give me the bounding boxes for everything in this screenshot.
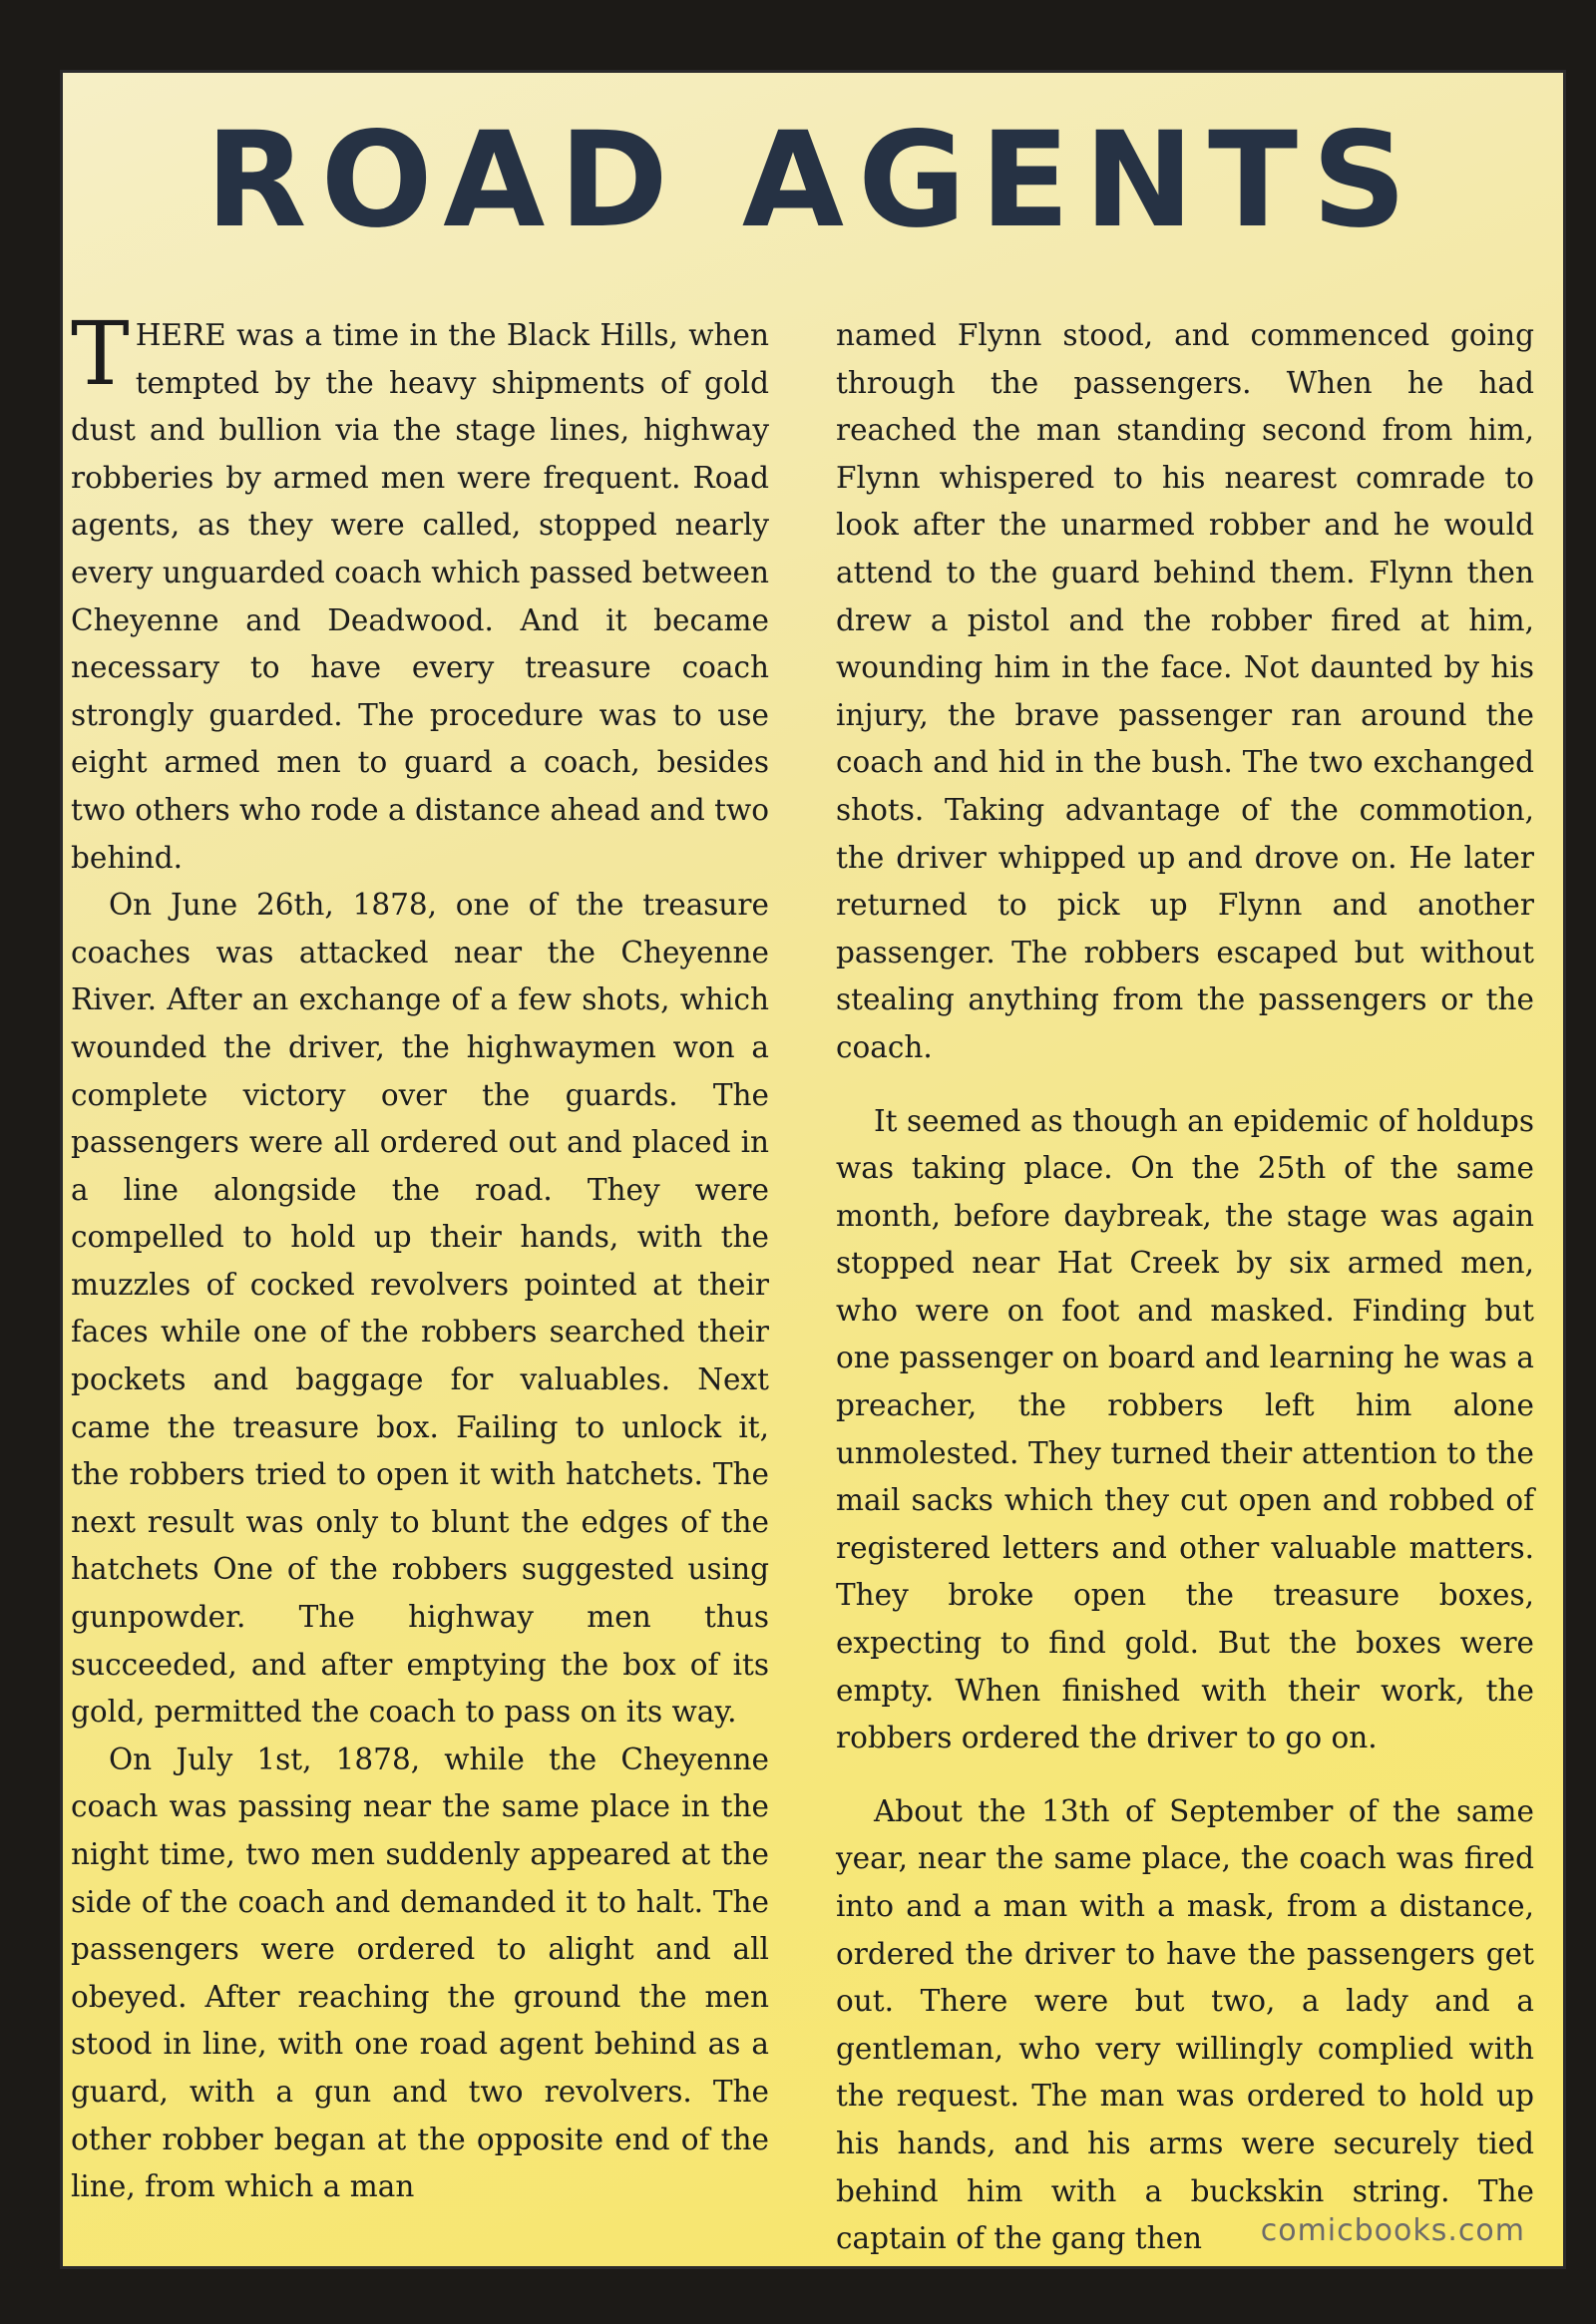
comic-text-page xyxy=(60,70,1566,2269)
article-title: ROAD AGENTS xyxy=(204,104,1421,257)
right-column xyxy=(836,312,1534,2263)
site-watermark: comicbooks.com xyxy=(1260,2213,1525,2248)
paragraph-1-text: HERE was a time in the Black Hills, when tempted by the heavy shipments of gold dust and bullion via the stage lines, highway robberies by armed men were frequent. Road agents, as they were called, stopped nearly every unguarded coach which passed between Cheyenne and Deadwood. And it became necessary to have every treasure coach strongly guarded. The procedure was to use eight armed men to guard a coach, besides two others who rode a distance ahead and two behind. xyxy=(71,318,769,875)
paragraph-3: On July 1st, 1878, while the Cheyenne coach was passing near the same place in the night time, two men suddenly appeared at the side of the coach and demanded it to halt. The passengers were ordered to alight and all obeyed. After reaching the ground the men stood in line, with one road agent behind as a guard, with a gun and two revolvers. The other robber began at the opposite end of the line, from which a man xyxy=(71,1742,769,2204)
paragraph-5: It seemed as though an epidemic of holdups was taking place. On the 25th of the same month, before daybreak, the stage was again stopped near Hat Creek by six armed men, who were on foot and masked. Finding but one passenger on board and learning he was a preacher, the robbers left him alone unmolested. They turned their attention to the mail sacks which they cut open and robbed of registered letters and other valuable matters. They broke open the treasure boxes, expecting to find gold. But the boxes were empty. When finished with their work, the robbers ordered the driver to go on. xyxy=(836,1103,1534,1755)
left-column xyxy=(71,302,769,2211)
paragraph-1 xyxy=(71,302,769,882)
paragraph-4: named Flynn stood, and commenced going through the passengers. When he had reached the man standing second from him, Flynn whispered to his nearest comrade to look after the unarmed robber and he would attend to the guard behind them. Flynn then drew a pistol and the robber fired at him, wounding him in the face. Not daunted by his injury, the brave passenger ran around the coach and hid in the bush. The two exchanged shots. Taking advantage of the commotion, the driver whipped up and drove on. He later returned to pick up Flynn and another passenger. The robbers escaped but without stealing anything from the passengers or the coach. xyxy=(836,318,1534,1064)
paragraph-2: On June 26th, 1878, one of the treasure coaches was attacked near the Cheyenne River. After an exchange of a few shots, which wounded the driver, the highwaymen won a complete victory over the guards. The passengers were all ordered out and placed in a line alongside the road. They were compelled to hold up their hands, with the muzzles of cocked revolvers pointed at their faces while one of the robbers searched their pockets and baggage for valuables. Next came the treasure box. Failing to unlock it, the robbers tried to open it with hatchets. The next result was only to blunt the edges of the hatchets One of the robbers suggested using gunpowder. The highway men thus succeeded, and after emptying the box of its gold, permitted the coach to pass on its way. xyxy=(71,888,769,1730)
paragraph-6: About the 13th of September of the same year, near the same place, the coach was fired into and a man with a mask, from a distance, ordered the driver to have the passengers get out. There were but two, a lady and a gentleman, who very willingly complied with the request. The man was ordered to hold up his hands, and his arms were securely tied behind him with a buckskin string. The captain of the gang then xyxy=(836,1793,1534,2256)
drop-cap: T xyxy=(71,302,130,405)
